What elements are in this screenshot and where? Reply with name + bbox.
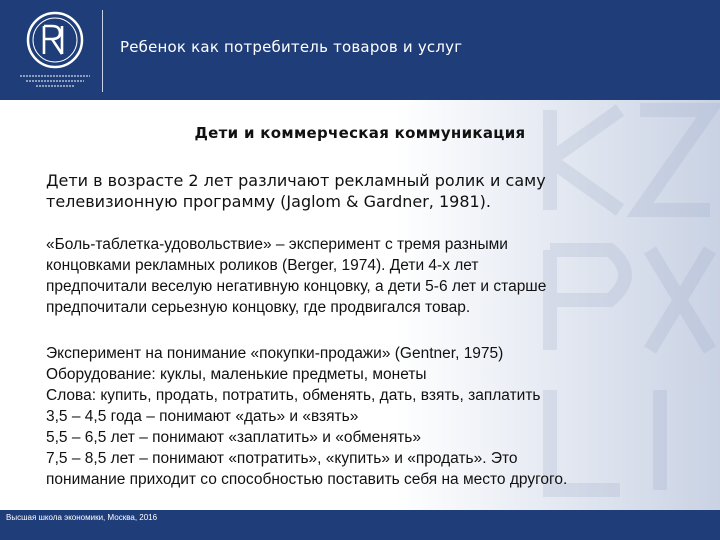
text-line: Дети в возрасте 2 лет различают рекламный ролик и саму <box>46 171 546 190</box>
text-line: 5,5 – 6,5 лет – понимают «заплатить» и «обменять» <box>46 429 422 446</box>
header-bar <box>0 0 720 100</box>
slide-content <box>0 100 720 510</box>
slide-title: Ребенок как потребитель товаров и услуг <box>120 38 463 56</box>
text-line: понимание приходит со способностью поставить себя на место другого. <box>46 471 568 488</box>
header-divider <box>102 10 103 92</box>
buying-selling-paragraph <box>46 343 567 490</box>
text-line: 7,5 – 8,5 лет – понимают «потратить», «купить» и «продать». Это <box>46 450 518 467</box>
text-line: Эксперимент на понимание «покупки-продажи» (Gentner, 1975) <box>46 345 504 362</box>
text-line: 3,5 – 4,5 года – понимают «дать» и «взять» <box>46 408 359 425</box>
text-line: концовками рекламных роликов (Berger, 1974). Дети 4-х лет <box>46 257 479 274</box>
text-line: телевизионную программу (Jaglom & Gardner, 1981). <box>46 192 491 211</box>
footer-caption: Высшая школа экономики, Москва, 2016 <box>6 513 158 522</box>
text-line: Слова: купить, продать, потратить, обменять, дать, взять, заплатить <box>46 387 541 404</box>
content-heading: Дети и коммерческая коммуникация <box>194 124 526 142</box>
text-line: Оборудование: куклы, маленькие предметы, монеты <box>46 366 427 383</box>
text-line: предпочитали серьезную концовку, где продвигался товар. <box>46 299 471 316</box>
text-line: предпочитали веселую негативную концовку, а дети 5-6 лет и старше <box>46 278 547 295</box>
intro-paragraph <box>46 170 546 212</box>
experiment-paragraph <box>46 234 546 318</box>
footer-bar <box>0 510 720 540</box>
text-line: «Боль-таблетка-удовольствие» – эксперимент с тремя разными <box>46 236 508 253</box>
hse-logo-icon <box>10 6 100 94</box>
